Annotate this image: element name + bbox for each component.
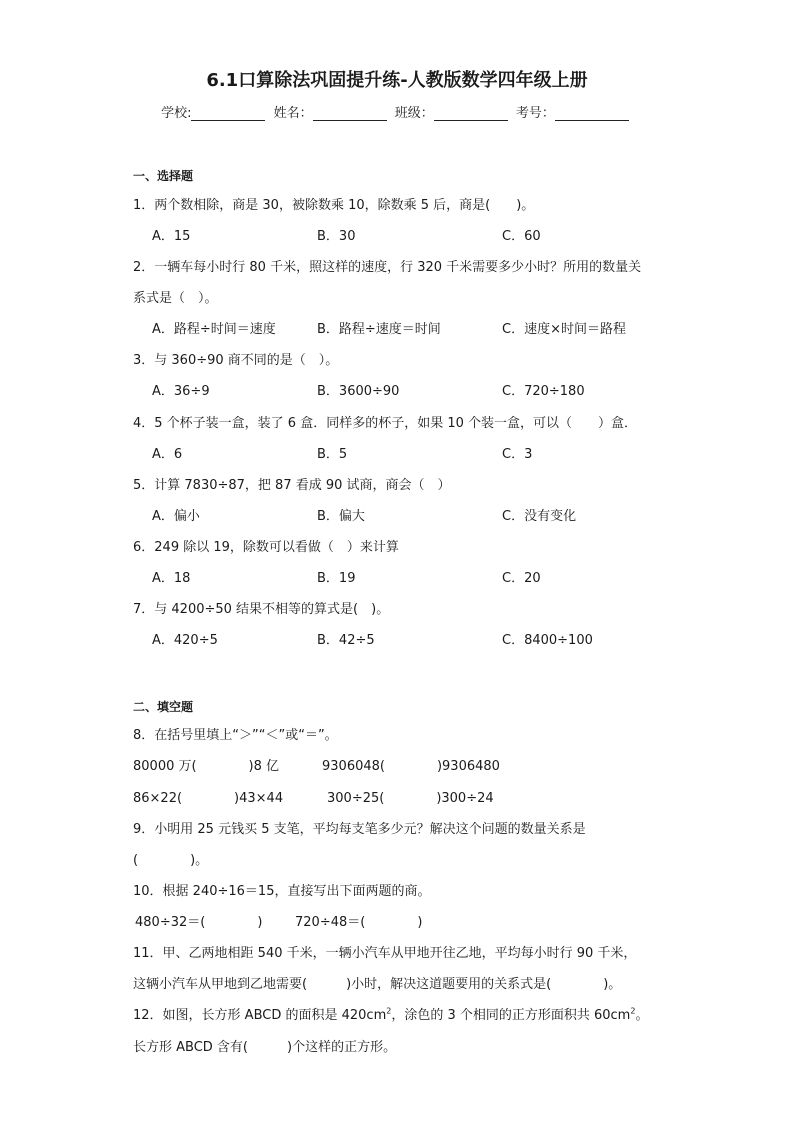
question-2-line-2: 系式是（ ）。 [133, 291, 218, 306]
question-12-line-2[interactable]: 长方形 ABCD 含有( )个这样的正方形。 [133, 1040, 397, 1055]
class-label: 班级： [394, 106, 434, 121]
question-10: 10．根据 240÷16＝15，直接写出下面两题的商。 [133, 884, 431, 899]
section-fill-heading: 二、填空题 [133, 700, 194, 714]
option-b[interactable]: B．30 [317, 229, 356, 244]
question-1: 1．两个数相除，商是 30，被除数乘 10，除数乘 5 后，商是( )。 [133, 198, 535, 213]
option-c[interactable]: C．60 [502, 229, 541, 244]
question-8-item-1[interactable]: 80000 万( )8 亿 [133, 759, 280, 774]
question-4: 4．5 个杯子装一盒，装了 6 盒．同样多的杯子，如果 10 个装一盒，可以（ ）盒． [133, 416, 638, 431]
number-label: 考号： [515, 106, 555, 121]
question-8-item-2[interactable]: 9306048( )9306480 [322, 759, 500, 774]
question-5: 5．计算 7830÷87，把 87 看成 90 试商，商会（ ） [133, 478, 451, 493]
section-choice-heading: 一、选择题 [133, 169, 194, 183]
question-10-item-2[interactable]: 720÷48＝( ) [295, 915, 423, 930]
option-c[interactable]: C．速度×时间＝路程 [502, 322, 626, 337]
option-a[interactable]: A．420÷5 [152, 633, 218, 648]
name-label: 姓名： [273, 106, 313, 121]
question-8-item-3[interactable]: 86×22( )43×44 [133, 791, 284, 806]
student-info [0, 102, 794, 121]
class-blank[interactable] [434, 106, 508, 121]
question-8-item-4[interactable]: 300÷25( )300÷24 [327, 791, 494, 806]
option-c[interactable]: C．没有变化 [502, 509, 577, 524]
question-9-line-1: 9．小明用 25 元钱买 5 支笔，平均每支笔多少元？解决这个问题的数量关系是 [133, 822, 586, 837]
superscript-2: 2 [630, 1006, 636, 1016]
option-a[interactable]: A．36÷9 [152, 384, 210, 399]
question-10-item-1[interactable]: 480÷32＝( ) [135, 915, 263, 930]
option-b[interactable]: B．偏大 [317, 509, 365, 524]
option-b[interactable]: B．3600÷90 [317, 384, 400, 399]
option-b[interactable]: B．路程÷速度＝时间 [317, 322, 441, 337]
school-label: 学校: [161, 106, 192, 121]
question-2-line-1: 2．一辆车每小时行 80 千米，照这样的速度，行 320 千米需要多少小时？所用的数量关 [133, 260, 642, 275]
question-7: 7．与 4200÷50 结果不相等的算式是( )。 [133, 602, 390, 617]
option-b[interactable]: B．5 [317, 447, 348, 462]
option-a[interactable]: A．路程÷时间＝速度 [152, 322, 276, 337]
name-blank[interactable] [313, 106, 387, 121]
question-9-line-2[interactable]: ( )。 [133, 853, 209, 868]
option-c[interactable]: C．3 [502, 447, 533, 462]
question-12-line-1 [133, 1004, 648, 1023]
question-8: 8．在括号里填上“＞”“＜”或“＝”。 [133, 728, 338, 743]
question-12-text-c: 。 [635, 1008, 649, 1023]
option-c[interactable]: C．720÷180 [502, 384, 585, 399]
option-b[interactable]: B．19 [317, 571, 356, 586]
question-6: 6．249 除以 19，除数可以看做（ ）来计算 [133, 540, 399, 555]
number-blank[interactable] [555, 106, 629, 121]
option-c[interactable]: C．8400÷100 [502, 633, 593, 648]
option-a[interactable]: A．15 [152, 229, 191, 244]
option-a[interactable]: A．18 [152, 571, 191, 586]
question-3: 3．与 360÷90 商不同的是（ ）。 [133, 353, 339, 368]
superscript-2: 2 [386, 1006, 392, 1016]
option-b[interactable]: B．42÷5 [317, 633, 375, 648]
question-11-line-2[interactable]: 这辆小汽车从甲地到乙地需要( )小时，解决这道题要用的关系式是( )。 [133, 977, 622, 992]
question-12-text-b: ，涂色的 3 个相同的正方形面积共 60cm [391, 1008, 631, 1023]
option-c[interactable]: C．20 [502, 571, 541, 586]
question-11-line-1: 11．甲、乙两地相距 540 千米，一辆小汽车从甲地开往乙地，平均每小时行 90 千米， [133, 946, 637, 961]
option-a[interactable]: A．偏小 [152, 509, 200, 524]
option-a[interactable]: A．6 [152, 447, 183, 462]
page-title: 6.1口算除法巩固提升练-人教版数学四年级上册 [206, 70, 588, 91]
question-12-text-a: 12．如图，长方形 ABCD 的面积是 420cm [133, 1008, 387, 1023]
school-blank[interactable] [191, 106, 265, 121]
